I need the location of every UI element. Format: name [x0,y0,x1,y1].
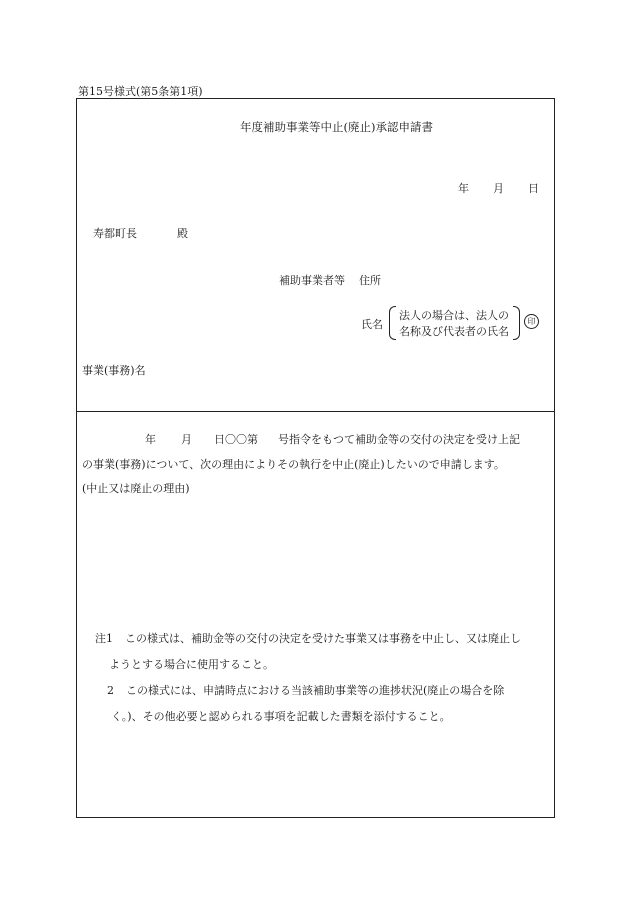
note-2-text-1: この様式には、申請時点における当該補助事業等の進捗状況(廃止の場合を除 [126,684,505,697]
project-name-label: 事業(事務)名 [82,364,146,377]
body-line1-rest: 号指令をもつて補助金等の交付の決定を受け上記 [278,433,520,446]
document-title: 年度補助事業等中止(廃止)承認申請書 [240,120,433,134]
note-2-label: 2 [107,684,114,697]
body-year: 年 [145,433,156,446]
note-1-line-2: ようとする場合に使用すること。 [109,658,274,671]
date-line [458,183,539,194]
body-line-1 [145,434,520,445]
date-month: 月 [493,182,504,195]
form-number-label: 第15号様式(第5条第1項) [78,85,203,98]
applicant-label: 補助事業者等 [279,274,345,287]
date-day: 日 [528,182,539,195]
note-2-line-2: く。)、その他必要と認められる事項を記載した書類を添付すること。 [111,710,451,723]
address-label: 住所 [359,274,381,287]
note-1-label: 注1 [95,632,113,645]
addressee-honorific: 殿 [177,227,188,240]
section-divider [76,411,555,412]
corporate-note-line1: 法人の場合は、法人の [399,309,509,322]
body-line-2: の事業(事務)について、次の理由によりその執行を中止(廃止)したいので申請します。 [82,458,505,471]
addressee-name: 寿都町長 [93,227,137,240]
name-label: 氏名 [361,318,383,331]
bracket-right [513,306,520,340]
body-day-prefix: 日〇〇第 [214,433,258,446]
applicant-address-row [279,275,381,286]
body-month: 月 [181,433,192,446]
corporate-note-line2: 名称及び代表者の氏名 [399,325,509,338]
date-year: 年 [458,182,469,195]
note-2-line-1 [107,685,504,696]
seal-icon: 印 [524,314,539,329]
note-1-text-1: この様式は、補助金等の交付の決定を受けた事業又は事務を中止し、又は廃止し [125,632,521,645]
bracket-left [389,306,396,340]
reason-heading: (中止又は廃止の理由) [82,482,190,495]
addressee [93,228,188,239]
note-1-line-1 [95,633,521,644]
